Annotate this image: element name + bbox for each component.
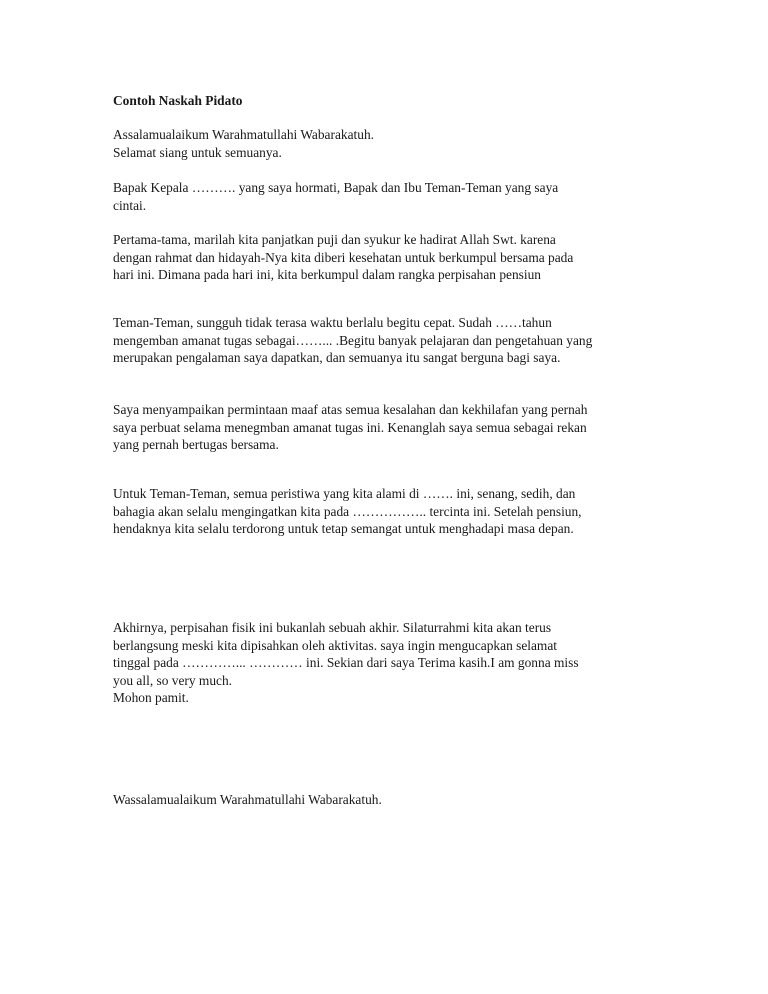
paragraph-line: you all, so very much. [113,672,233,688]
closing-line: Wassalamualaikum Warahmatullahi Wabarakatuh. [113,792,382,807]
paragraph-line: Akhirnya, perpisahan fisik ini bukanlah sebuah akhir. Silaturrahmi kita akan terus [113,620,552,635]
paragraph-2 [113,314,673,367]
paragraph-line: berlangsung meski kita dipisahkan oleh aktivitas. saya ingin mengucapkan selamat [113,637,558,653]
paragraph-line: Untuk Teman-Teman, semua peristiwa yang kita alami di ……. ini, senang, sedih, dan [113,486,576,501]
opening-line: Selamat siang untuk semuanya. [113,144,282,160]
opening-line: Assalamualaikum Warahmatullahi Wabarakatuh. [113,127,374,142]
paragraph-line: Mohon pamit. [113,690,189,705]
opening-paragraph [113,126,673,161]
paragraph-line: mengemban amanat tugas sebagai……... .Begitu banyak pelajaran dan pengetahuan yang [113,332,593,348]
closing-paragraph [113,791,673,809]
paragraph-1 [113,231,673,284]
paragraph-line: hendaknya kita selalu terdorong untuk tetap semangat untuk menghadapi masa depan. [113,521,574,536]
paragraph-line: Teman-Teman, sungguh tidak terasa waktu berlalu begitu cepat. Sudah ……tahun [113,315,552,330]
greeting-line: cintai. [113,197,147,213]
paragraph-line: dengan rahmat dan hidayah-Nya kita diberi kesehatan untuk berkumpul bersama pada [113,249,574,265]
paragraph-line: bahagia akan selalu mengingatkan kita pada …………….. tercinta ini. Setelah pensiun, [113,503,582,519]
paragraph-5 [113,619,673,707]
paragraph-4 [113,485,673,538]
paragraph-line: hari ini. Dimana pada hari ini, kita berkumpul dalam rangka perpisahan pensiun [113,267,541,282]
paragraph-line: Pertama-tama, marilah kita panjatkan puji dan syukur ke hadirat Allah Swt. karena [113,232,556,247]
paragraph-3 [113,401,673,454]
greeting-line: Bapak Kepala ………. yang saya hormati, Bapak dan Ibu Teman-Teman yang saya [113,180,559,195]
document-title [113,92,673,110]
paragraph-line: merupakan pengalaman saya dapatkan, dan semuanya itu sangat berguna bagi saya. [113,350,561,365]
paragraph-line: saya perbuat selama menegmban amanat tugas ini. Kenanglah saya semua sebagai rekan [113,419,587,435]
title-line: Contoh Naskah Pidato [113,93,243,108]
paragraph-line: Saya menyampaikan permintaan maaf atas semua kesalahan dan kekhilafan yang pernah [113,402,588,417]
paragraph-line: tinggal pada …………... ………… ini. Sekian dari saya Terima kasih.I am gonna miss [113,655,579,670]
paragraph-line: yang pernah bertugas bersama. [113,437,279,452]
greeting-paragraph [113,179,673,214]
